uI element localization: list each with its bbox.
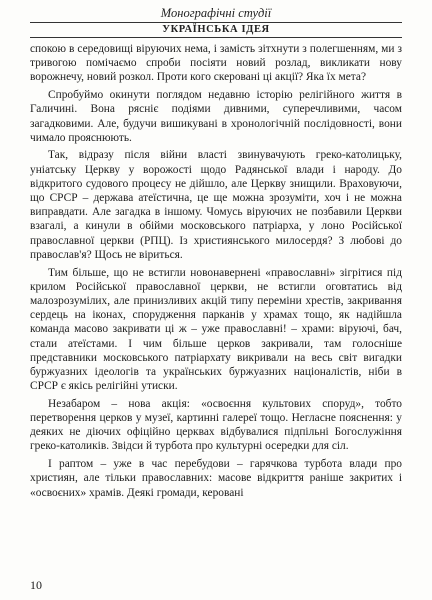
paragraph: Спробуймо окинути поглядом недавню історію релігійного життя в Галичині. Вона рясніє подіями дивними, суперечливими, часом загадковими. Але, будучи вишикувані в хронологічній послідовності, вони чимало прояснюють.: [30, 89, 402, 144]
book-title: УКРАЇНСЬКА ІДЕЯ: [162, 24, 270, 35]
series-title: Монографічні студії: [160, 6, 272, 20]
header-rule-bottom: [30, 37, 402, 38]
paragraph: Незабаром – нова акція: «освоєння культових споруд», тобто перетворення церков у музеї, картинні галереї тощо. Негласне пояснення: у деяких не діючих офіційно церквах відбувалися підпільні Богослужіння греко-католиків. Звідси й турбота про культурні осередки для сіл.: [30, 397, 402, 453]
running-header: [30, 6, 402, 38]
body-text: [30, 42, 402, 500]
page-number: 10: [30, 578, 42, 592]
paragraph: І раптом – уже в час перебудови – гарячкова турбота влади про християн, але тільки православних: масове відкриття раніше закритих і «освоєних» храмів. Деякі громади, керовані: [30, 458, 402, 499]
paragraph-continuation: спокою в середовищі віруючих нема, і замість зітхнути з полегшенням, ми з тривогою помічаємо спроби посіяти новий розлад, викликати нову ворожнечу, новий розкол. Проти кого скеровані ці акції? Яка їх мета?: [30, 43, 402, 84]
paragraph: Так, відразу після війни власті звинувачують греко-католицьку, уніатську Церкву у ворожості щодо Радянської влади і народу. До відкритого судового процесу не дійшло, але Церкву знищили. Враховуючи, що СРСР – держава атеїстична, це ще можна зрозуміти, хоч і не можна виправдати. Але загадка в іншому. Чомусь віруючих не позбавили Церкви взагалі, а кинули в обійми московського патріарха, у лоно Російської православної церкви (РПЦ). Із християнського милосердя? З любові до православ'я? Щось не віриться.: [30, 149, 402, 261]
paragraph: Тим більше, що не встигли новонавернені «православні» зігрітися під крилом Російської православної церкви, не встигли оговтатись від малозрозумілих, але принизливих акцій типу переміни хрестів, закривання сердець на іконах, спорудження парканів у храмах тощо, як надійшла команда масово закривати ці ж – уже православні! – храми: віруючі, бач, стали атеїстами. І чим більше церков закривали, там голосніше представники московського патріархату викривали на весь світ вигадки буржуазних ідеологів та українських буржуазних націоналістів, ніби в СРСР є якісь релігійні утиски.: [30, 266, 402, 393]
